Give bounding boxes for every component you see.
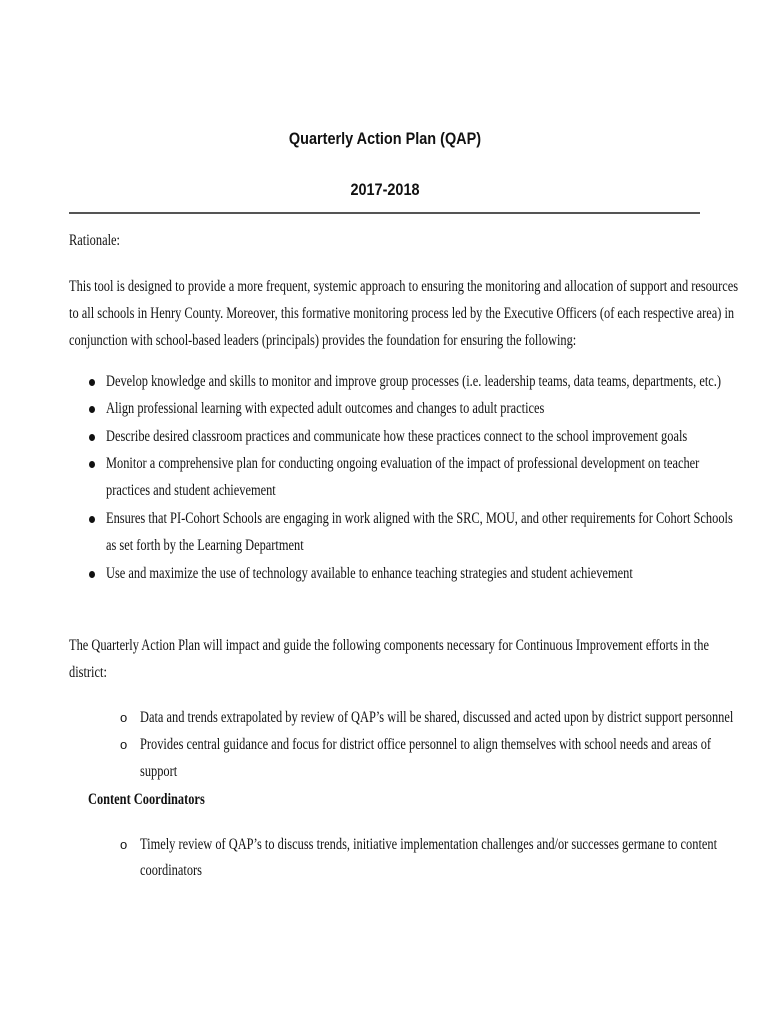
rationale-label: Rationale: bbox=[69, 232, 120, 249]
list-item: Data and trends extrapolated by review of QAP’s will be shared, discussed and acted upon by district support personnel bbox=[140, 709, 734, 726]
document-year: 2017-2018 bbox=[350, 180, 420, 199]
list-item: Align professional learning with expected adult outcomes and changes to adult practices bbox=[106, 400, 545, 417]
list-item: Timely review of QAP’s to discuss trends, initiative implementation challenges and/or successes germane to content bbox=[140, 836, 718, 853]
intro-line: conjunction with school-based leaders (principals) provides the foundation for ensuring the following: bbox=[69, 332, 577, 349]
list-item: Describe desired classroom practices and communicate how these practices connect to the school improvement goals bbox=[106, 428, 688, 445]
list-item-continuation: coordinators bbox=[140, 862, 202, 879]
list-item: Ensures that PI-Cohort Schools are engaging in work aligned with the SRC, MOU, and other requirements for Cohort Schools bbox=[106, 510, 733, 527]
title-divider bbox=[69, 212, 700, 214]
list-item-continuation: support bbox=[140, 763, 178, 780]
list-item: Develop knowledge and skills to monitor and improve group processes (i.e. leadership teams, data teams, departments, etc.) bbox=[106, 373, 722, 390]
circle-bullet-icon: o bbox=[120, 710, 128, 725]
bullet-icon bbox=[89, 516, 95, 523]
list-item: Provides central guidance and focus for district office personnel to align themselves with school needs and areas of bbox=[140, 736, 712, 753]
content-coordinators-heading: Content Coordinators bbox=[88, 791, 205, 808]
impact-line: district: bbox=[69, 664, 107, 681]
bullet-icon bbox=[89, 461, 95, 468]
intro-line: This tool is designed to provide a more frequent, systemic approach to ensuring the monitoring and allocation of support and resources bbox=[69, 278, 739, 295]
list-item: Use and maximize the use of technology available to enhance teaching strategies and student achievement bbox=[106, 565, 633, 582]
list-item-continuation: practices and student achievement bbox=[106, 482, 276, 499]
bullet-icon bbox=[89, 379, 95, 386]
bullet-icon bbox=[89, 571, 95, 578]
list-item-continuation: as set forth by the Learning Department bbox=[106, 537, 304, 554]
bullet-icon bbox=[89, 406, 95, 413]
document-title: Quarterly Action Plan (QAP) bbox=[288, 129, 482, 148]
list-item: Monitor a comprehensive plan for conducting ongoing evaluation of the impact of professional development on teacher bbox=[106, 455, 700, 472]
impact-line: The Quarterly Action Plan will impact and guide the following components necessary for Continuous Improvement efforts in the bbox=[69, 637, 709, 654]
intro-line: to all schools in Henry County. Moreover, this formative monitoring process led by the Executive Officers (of each respective area) in bbox=[69, 305, 735, 322]
bullet-icon bbox=[89, 434, 95, 441]
circle-bullet-icon: o bbox=[120, 837, 128, 852]
circle-bullet-icon: o bbox=[120, 737, 128, 752]
